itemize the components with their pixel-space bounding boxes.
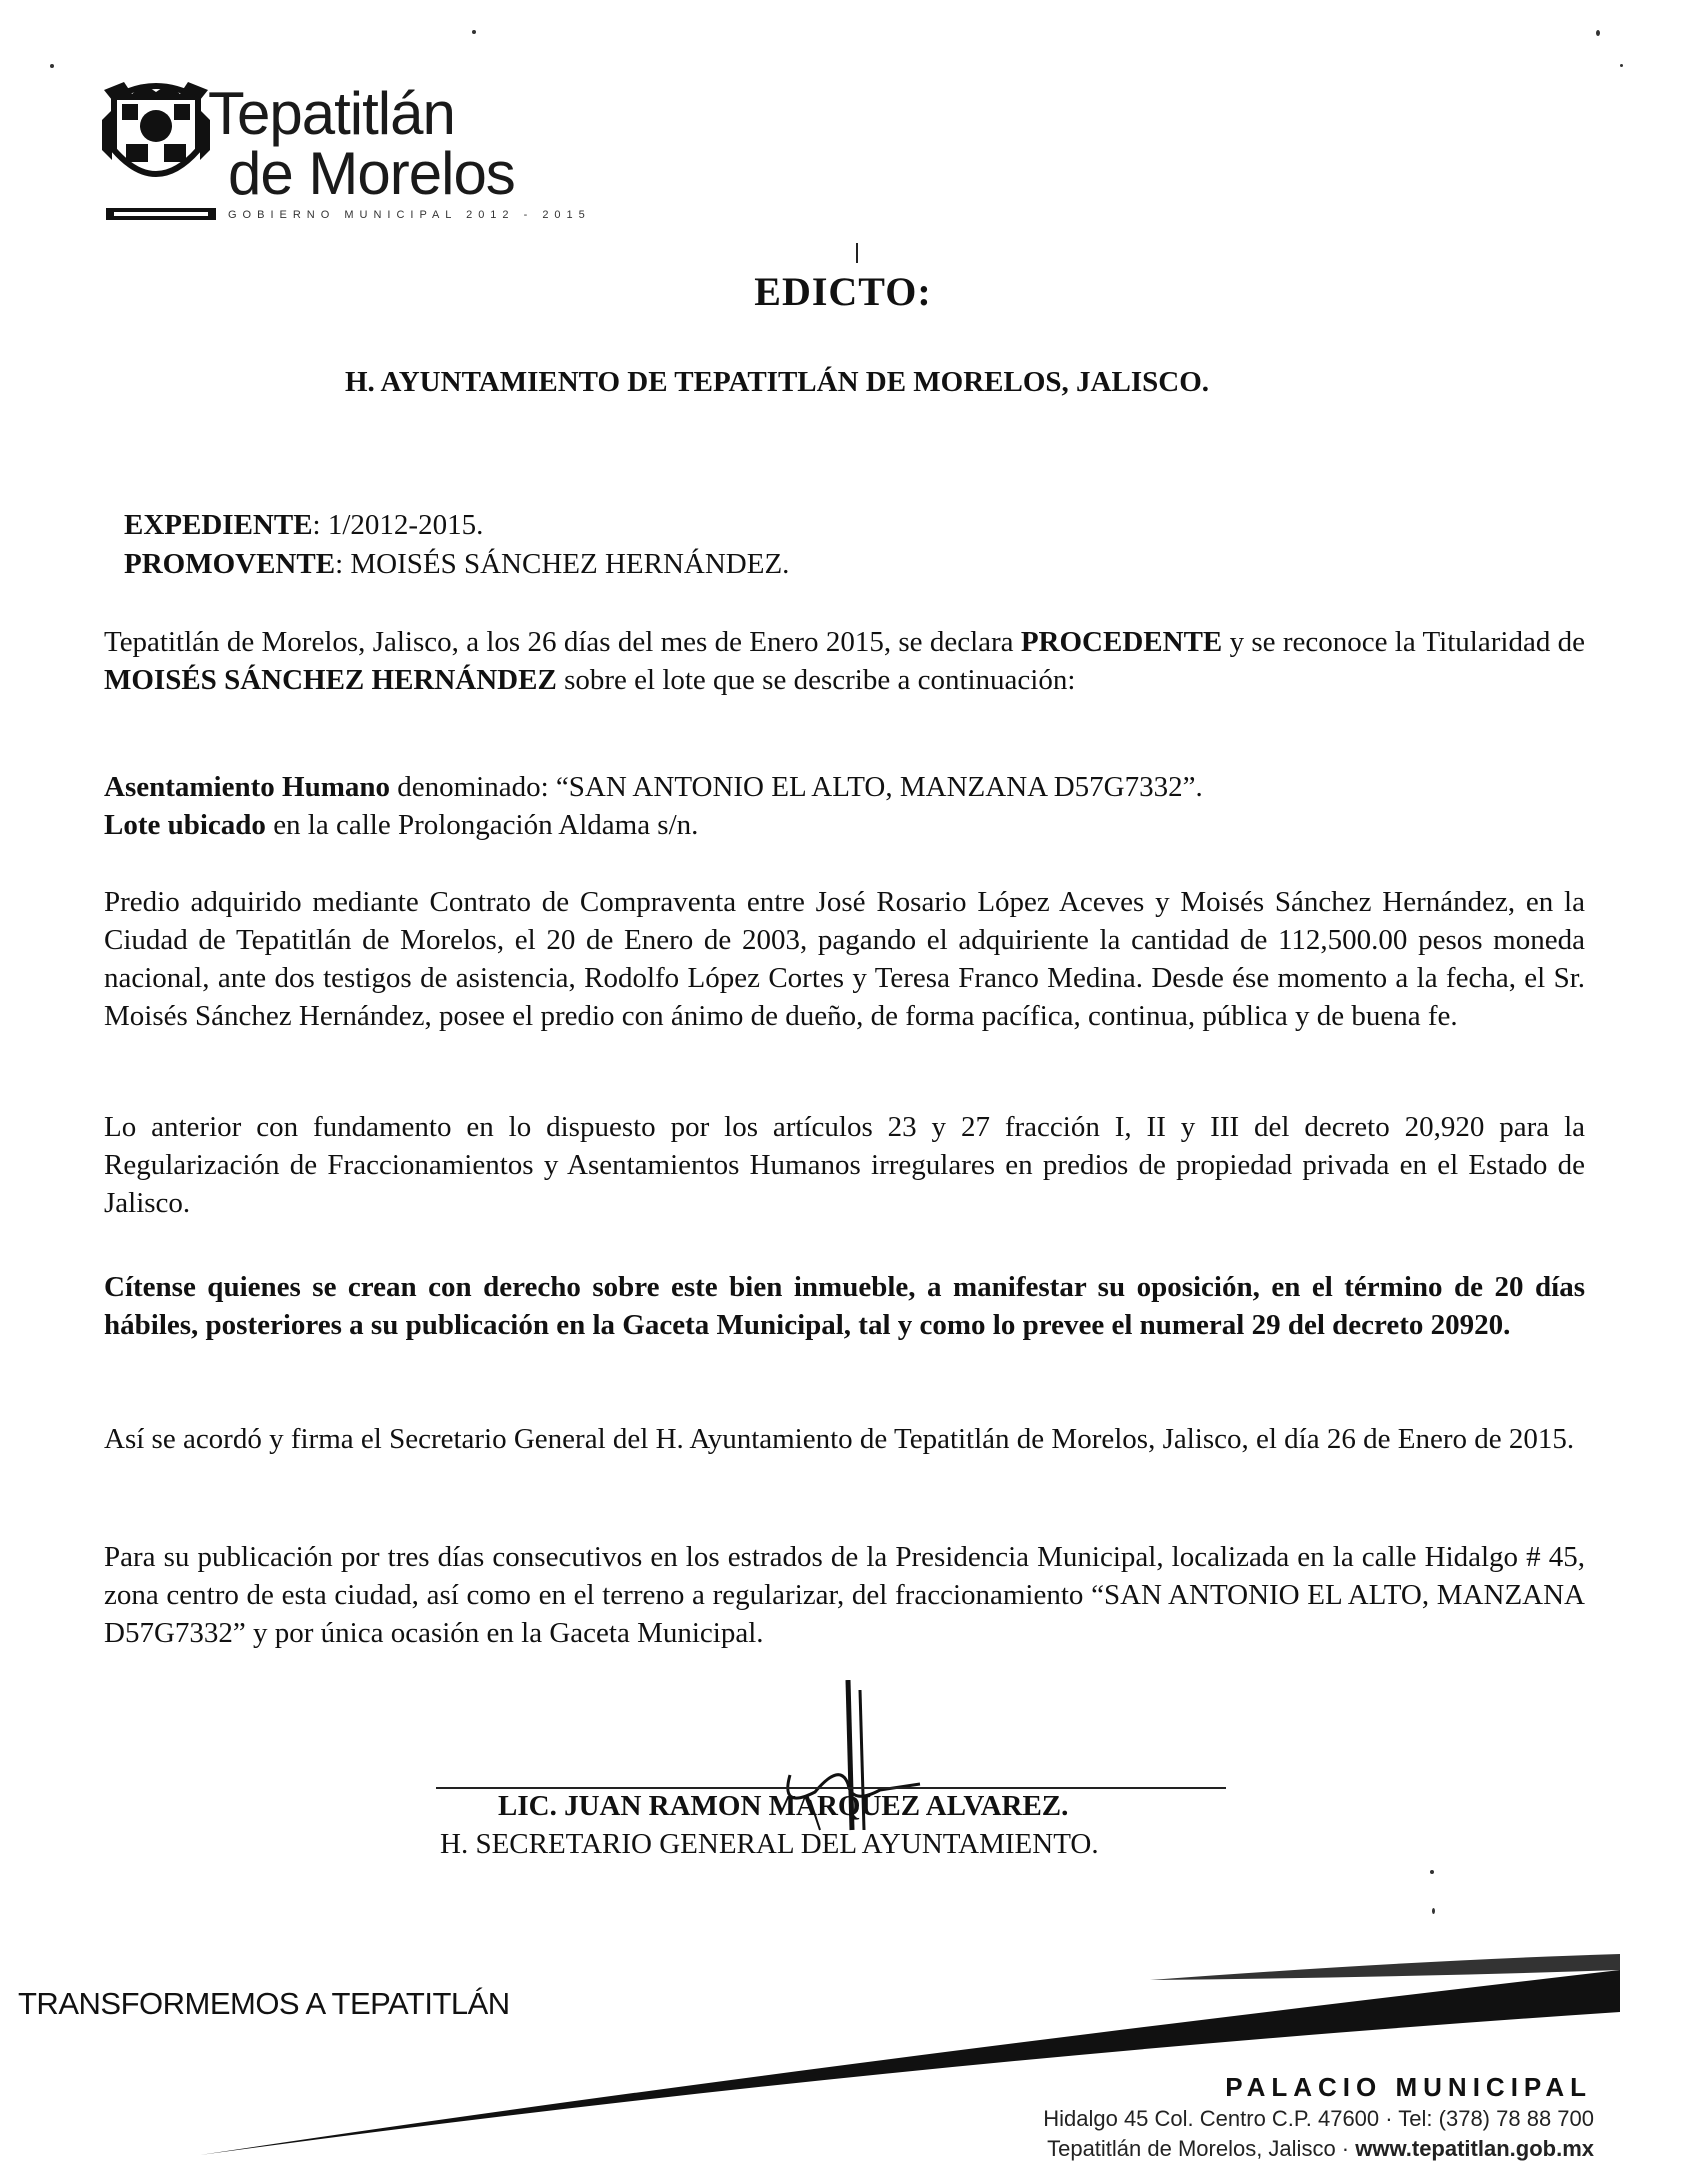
p1-owner-name: MOISÉS SÁNCHEZ HERNÁNDEZ <box>104 664 557 696</box>
asentamiento-value: denominado: “SAN ANTONIO EL ALTO, MANZANA D57G7332”. <box>389 771 1203 803</box>
logo-text-line1: Tepatitlán <box>208 80 455 147</box>
expediente-line <box>124 506 789 545</box>
p1-text-e: sobre el lote que se describe a continuación: <box>556 664 1076 696</box>
scan-speck <box>1430 1870 1434 1874</box>
scan-speck <box>1432 1908 1435 1914</box>
footer-palacio-title: PALACIO MUNICIPAL <box>1225 2072 1592 2102</box>
promovente-line <box>124 545 789 584</box>
case-details <box>124 506 789 584</box>
property-paragraph <box>104 768 1585 844</box>
footer-city: Tepatitlán de Morelos, Jalisco · <box>1047 2136 1356 2161</box>
footer-address-line1: Hidalgo 45 Col. Centro C.P. 47600 · Tel: (378) 78 88 700 <box>1043 2106 1594 2131</box>
declaration-paragraph <box>104 623 1585 699</box>
expediente-label: EXPEDIENTE <box>124 509 313 541</box>
publication-paragraph: Para su publicación por tres días consecutivos en los estrados de la Presidencia Municipal, localizada en la calle Hidalgo # 45, zona centro de esta ciudad, así como en el terreno a regularizar, del fraccionamiento “SAN ANTONIO EL ALTO, MANZANA D57G7332” y por única ocasión en la Gaceta Municipal. <box>104 1541 1585 1649</box>
p1-procedente: PROCEDENTE <box>1020 626 1223 658</box>
legal-basis-paragraph: Lo anterior con fundamento en lo dispuesto por los artículos 23 y 27 fracción I, II y III del decreto 20,920 para la Regularización de Fraccionamientos y Asentamientos Humanos irregulares en predios de propiedad privada en el Estado de Jalisco. <box>104 1111 1585 1219</box>
expediente-value: : 1/2012-2015. <box>312 509 484 541</box>
lote-line <box>104 806 1585 844</box>
logo-ribbon <box>106 208 216 220</box>
scan-speck <box>472 30 476 34</box>
scan-speck <box>1596 30 1600 36</box>
promovente-value: : MOISÉS SÁNCHEZ HERNÁNDEZ. <box>335 548 790 580</box>
signer-role: H. SECRETARIO GENERAL DEL AYUNTAMIENTO. <box>440 1828 1099 1860</box>
scan-speck <box>50 64 54 68</box>
signature-line <box>436 1787 1226 1789</box>
p1-text-a: Tepatitlán de Morelos, Jalisco, a los 26 días del mes de Enero 2015, se declara <box>104 626 1021 658</box>
stray-mark <box>856 243 858 263</box>
signer-name: LIC. JUAN RAMON MARQUEZ ALVAREZ. <box>498 1790 1069 1822</box>
logo-subtitle: GOBIERNO MUNICIPAL 2012 - 2015 <box>228 209 591 221</box>
document-subtitle: H. AYUNTAMIENTO DE TEPATITLÁN DE MORELOS, JALISCO. <box>345 366 1209 398</box>
document-title: EDICTO: <box>754 269 932 314</box>
summons-paragraph: Cítense quienes se crean con derecho sobre este bien inmueble, a manifestar su oposición, en el término de 20 días hábiles, posteriores a su publicación en la Gaceta Municipal, tal y como lo prevee el numeral 29 del decreto 20920. <box>104 1271 1585 1341</box>
p1-text-c: y se reconoce la Titularidad de <box>1222 626 1585 658</box>
coat-of-arms-icon <box>100 80 212 198</box>
footer-website: www.tepatitlan.gob.mx <box>1355 2136 1594 2161</box>
logo-text-line2: de Morelos <box>228 140 515 207</box>
municipal-logo <box>100 72 591 232</box>
lote-label: Lote ubicado <box>104 809 266 841</box>
agreement-paragraph: Así se acordó y firma el Secretario General del H. Ayuntamiento de Tepatitlán de Morelos, Jalisco, el día 26 de Enero de 2015. <box>104 1423 1575 1455</box>
lote-value: en la calle Prolongación Aldama s/n. <box>265 809 699 841</box>
acquisition-paragraph: Predio adquirido mediante Contrato de Compraventa entre José Rosario López Aceves y Moisés Sánchez Hernández, en la Ciudad de Tepatitlán de Morelos, el 20 de Enero de 2003, pagando el adquiriente la cantidad de 112,500.00 pesos moneda nacional, ante dos testigos de asistencia, Rodolfo López Cortes y Teresa Franco Medina. Desde ése momento a la fecha, el Sr. Moisés Sánchez Hernández, posee el predio con ánimo de dueño, de forma pacífica, continua, pública y de buena fe. <box>104 886 1585 1032</box>
scan-speck <box>1620 64 1623 67</box>
footer-address-line2 <box>1047 2136 1594 2162</box>
asentamiento-line <box>104 768 1585 806</box>
promovente-label: PROMOVENTE <box>124 548 336 580</box>
footer-slogan: TRANSFORMEMOS A TEPATITLÁN <box>18 1986 510 2021</box>
asentamiento-label: Asentamiento Humano <box>104 771 390 803</box>
